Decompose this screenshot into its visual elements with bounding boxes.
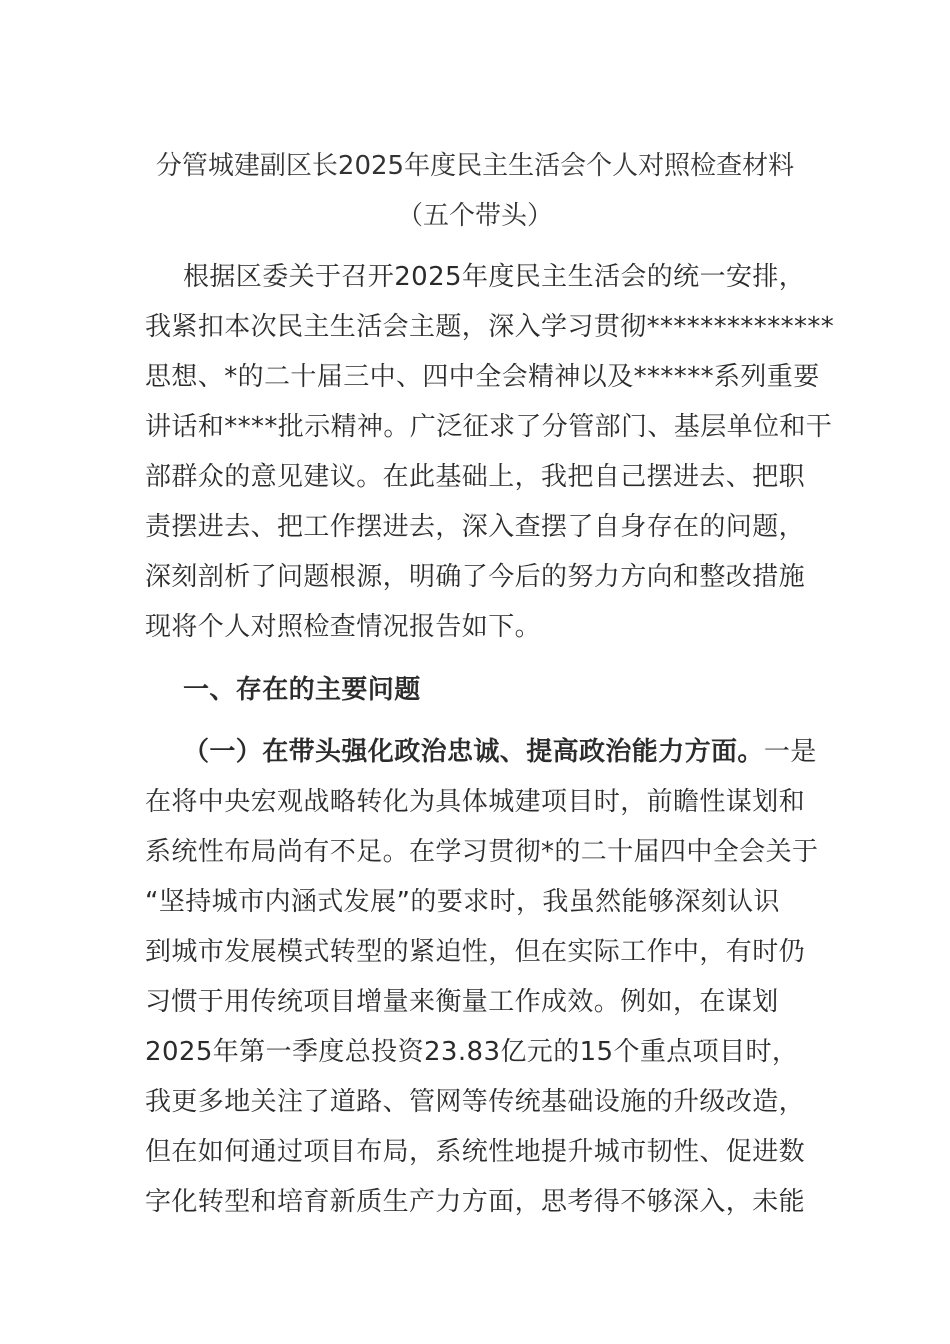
intro-line: 部群众的意见建议。在此基础上，我把自己摆进去、把职	[145, 462, 806, 492]
document-subtitle: （五个带头）	[396, 201, 553, 231]
intro-line: 我紧扣本次民主生活会主题，深入学习贯彻**************	[145, 312, 835, 342]
body-line: 在将中央宏观战略转化为具体城建项目时，前瞻性谋划和	[145, 787, 806, 817]
intro-line: 根据区委关于召开2025年度民主生活会的统一安排，	[183, 262, 806, 292]
body-line: 到城市发展模式转型的紧迫性，但在实际工作中，有时仍	[145, 937, 806, 967]
body-line: “坚持城市内涵式发展”的要求时，我虽然能够深刻认识	[145, 887, 780, 917]
body-line: 但在如何通过项目布局，系统性地提升城市韧性、促进数	[145, 1137, 806, 1167]
body-line: 我更多地关注了道路、管网等传统基础设施的升级改造，	[145, 1087, 806, 1117]
intro-line: 现将个人对照检查情况报告如下。	[145, 612, 542, 642]
body-line: 字化转型和培育新质生产力方面，思考得不够深入，未能	[145, 1187, 806, 1217]
subsection-heading: （一）在带头强化政治忠诚、提高政治能力方面。	[183, 737, 764, 767]
intro-line: 思想、*的二十届三中、四中全会精神以及******系列重要	[145, 362, 820, 392]
subsection-lead-text: 一是	[763, 737, 817, 767]
subsection-first-line	[183, 734, 817, 770]
body-line: 2025年第一季度总投资23.83亿元的15个重点项目时，	[145, 1037, 799, 1067]
document-title: 分管城建副区长2025年度民主生活会个人对照检查材料	[155, 151, 795, 181]
body-line: 系统性布局尚有不足。在学习贯彻*的二十届四中全会关于	[145, 837, 819, 867]
section-heading: 一、存在的主要问题	[183, 675, 421, 705]
body-line: 习惯于用传统项目增量来衡量工作成效。例如，在谋划	[145, 987, 779, 1017]
intro-line: 深刻剖析了问题根源，明确了今后的努力方向和整改措施	[145, 562, 806, 592]
intro-line: 责摆进去、把工作摆进去，深入查摆了自身存在的问题，	[145, 512, 806, 542]
intro-line: 讲话和****批示精神。广泛征求了分管部门、基层单位和干	[145, 412, 833, 442]
